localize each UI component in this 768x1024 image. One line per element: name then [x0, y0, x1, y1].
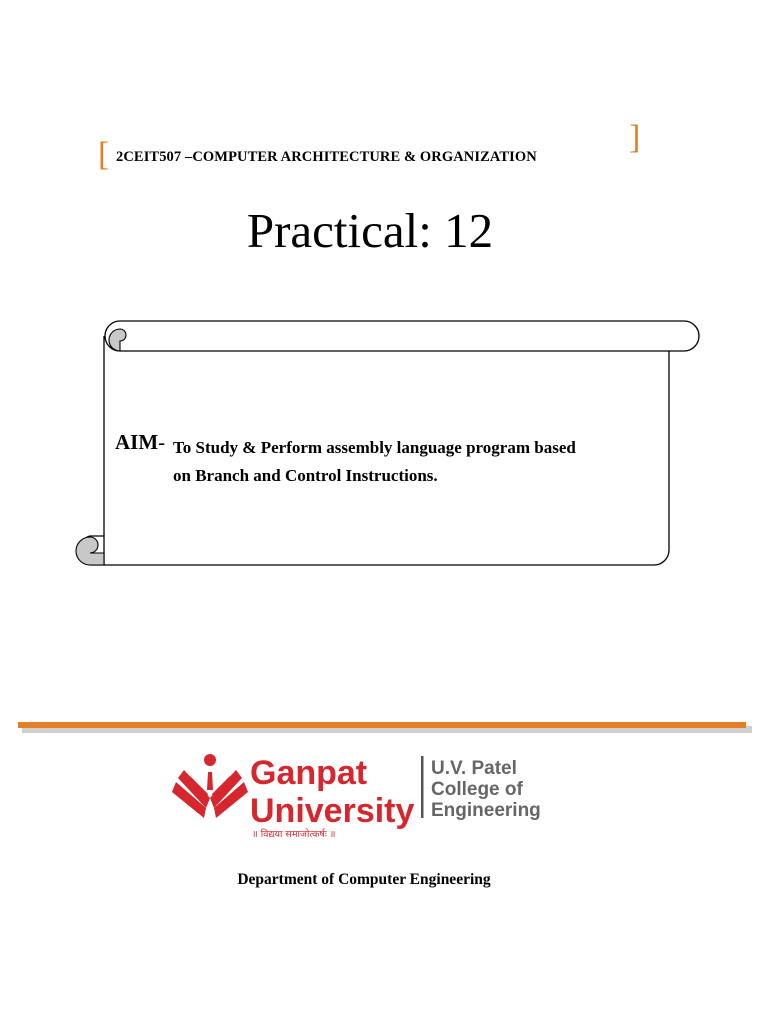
- logo-college-line-1: U.V. Patel: [431, 758, 517, 779]
- course-header: [98, 119, 658, 178]
- scroll-bottom-curl: [76, 537, 104, 565]
- department-name: Department of Computer Engineering: [237, 871, 491, 888]
- scroll-top-curl: [109, 329, 126, 351]
- open-bracket: [: [98, 136, 110, 173]
- university-logo: [172, 750, 572, 840]
- scroll-bottom-curl-outer: [79, 536, 104, 565]
- logo-separator: [421, 756, 424, 818]
- logo-college-line-2: College of: [431, 779, 523, 800]
- logo-college-line-3: Engineering: [431, 800, 541, 821]
- orange-divider: [18, 720, 752, 736]
- aim-text-line-2: on Branch and Control Instructions.: [173, 466, 438, 485]
- close-bracket: ]: [629, 119, 641, 156]
- aim-dash: -: [158, 430, 166, 454]
- scroll-top-roll: [105, 321, 699, 351]
- aim-description: [173, 434, 673, 490]
- divider-bar: [18, 722, 746, 728]
- logo-ganpat: Ganpat: [250, 754, 368, 792]
- course-code-title: 2CEIT507 –COMPUTER ARCHITECTURE & ORGANIZATION: [116, 149, 537, 165]
- aim-word: AIM: [115, 430, 159, 454]
- aim-text-line-1: To Study & Perform assembly language program based: [173, 438, 576, 457]
- logo-motto: ॥ विद्यया समाजोत्कर्षः ॥: [252, 829, 336, 840]
- practical-title: Practical: 12: [246, 203, 494, 258]
- logo-university: University: [250, 792, 415, 830]
- book-flame-emblem-icon: [172, 754, 248, 818]
- aim-label: [115, 430, 165, 455]
